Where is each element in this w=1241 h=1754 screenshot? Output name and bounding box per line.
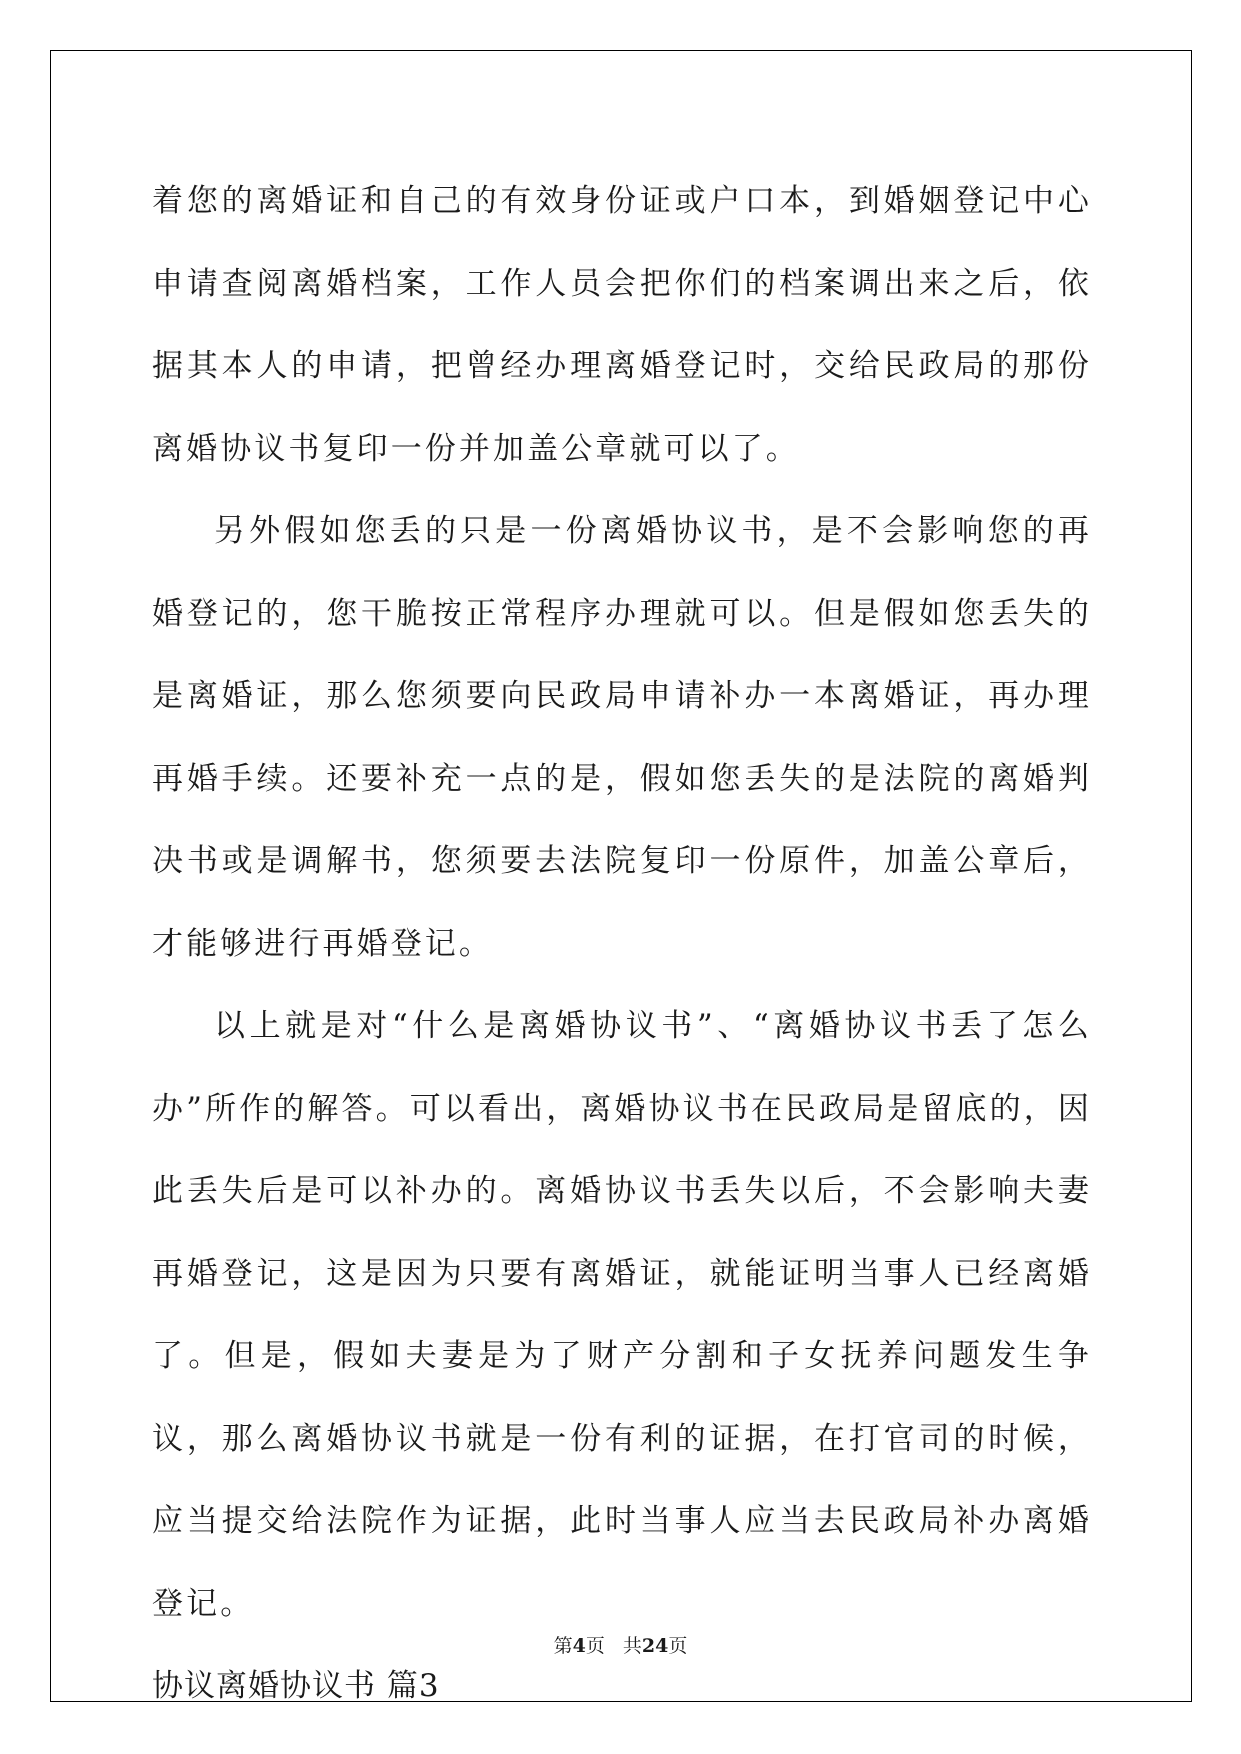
page-footer xyxy=(0,1634,1241,1658)
paragraph-3: 以上就是对“什么是离婚协议书”、“离婚协议书丢了怎么办”所作的解答。可以看出，离婚协议书在民政局是留底的，因此丢失后是可以补办的。离婚协议书丢失以后，不会影响夫妻再婚登记，这是因为只要有离婚证，就能证明当事人已经离婚了。但是，假如夫妻是为了财产分割和子女抚养问题发生争议，那么离婚协议书就是一份有利的证据，在打官司的时候，应当提交给法院作为证据，此时当事人应当去民政局补办离婚登记。 xyxy=(152,1008,1092,1622)
footer-page-suffix: 页 xyxy=(585,1635,605,1657)
section-heading: 协议离婚协议书 篇3 xyxy=(152,1668,440,1704)
footer-prefix: 第 xyxy=(553,1635,573,1657)
footer-total-suffix: 页 xyxy=(668,1635,688,1657)
footer-total-pages: 24 xyxy=(641,1635,669,1657)
document-body xyxy=(152,160,1092,1728)
footer-page-number: 4 xyxy=(572,1635,586,1657)
paragraph-1: 着您的离婚证和自己的有效身份证或户口本，到婚姻登记中心申请查阅离婚档案，工作人员会把你们的档案调出来之后，依据其本人的申请，把曾经办理离婚登记时，交给民政局的那份离婚协议书复印一份并加盖公章就可以了。 xyxy=(152,183,1092,467)
paragraph-2: 另外假如您丢的只是一份离婚协议书，是不会影响您的再婚登记的，您干脆按正常程序办理就可以。但是假如您丢失的是离婚证，那么您须要向民政局申请补办一本离婚证，再办理再婚手续。还要补充一点的是，假如您丢失的是法院的离婚判决书或是调解书，您须要去法院复印一份原件，加盖公章后，才能够进行再婚登记。 xyxy=(152,513,1092,962)
footer-total-prefix: 共 xyxy=(622,1635,642,1657)
